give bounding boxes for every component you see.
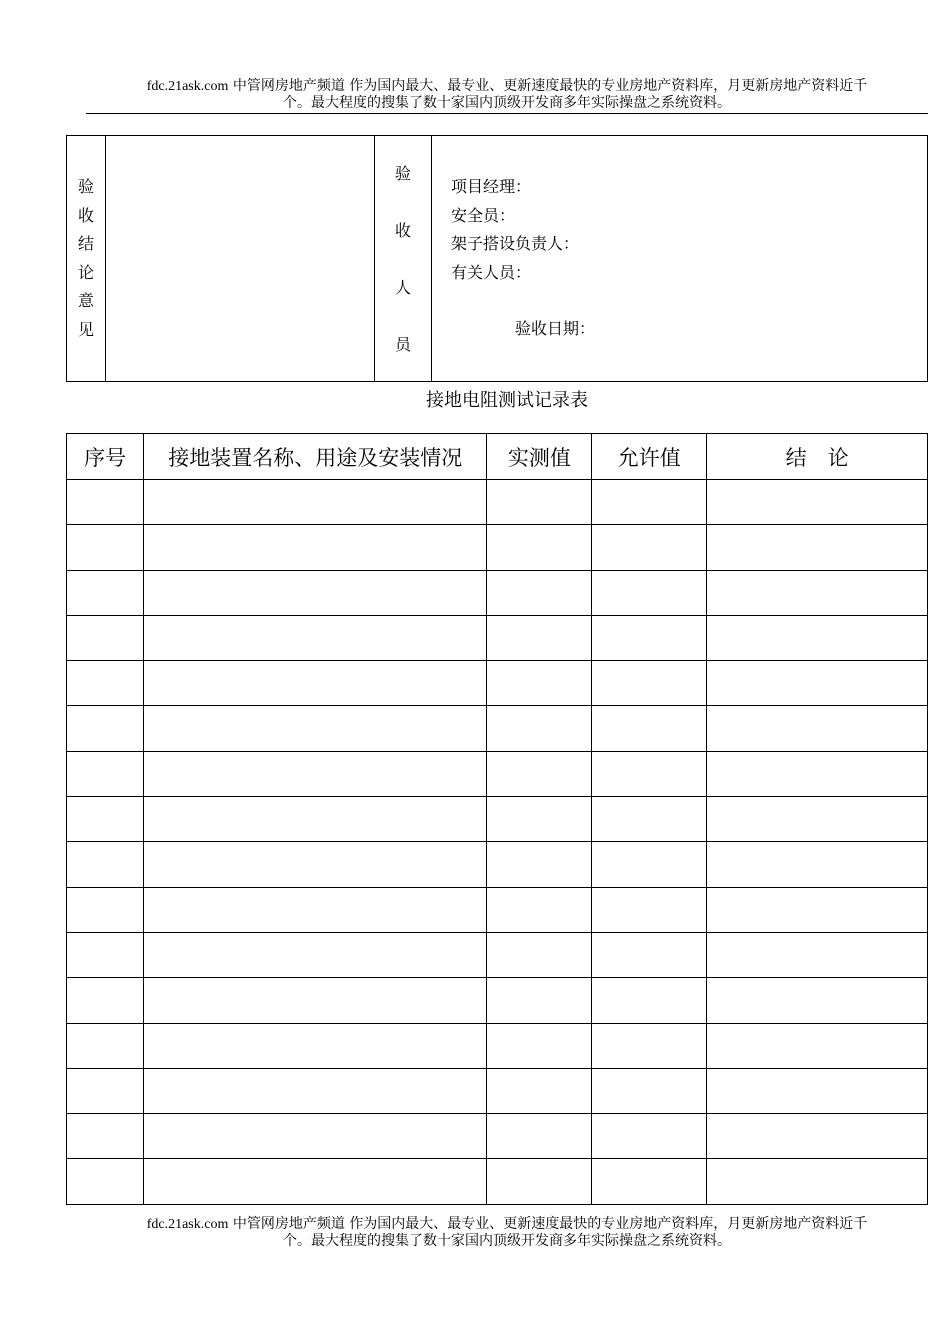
grounding-resistance-table (66, 433, 928, 1205)
col-header-index: 序号 (67, 434, 144, 480)
table-row (67, 1159, 928, 1204)
cell-measured[interactable] (487, 525, 592, 570)
cell-index[interactable] (67, 797, 144, 842)
header-banner (86, 78, 928, 112)
cell-index[interactable] (67, 887, 144, 932)
cell-measured[interactable] (487, 797, 592, 842)
cell-index[interactable] (67, 842, 144, 887)
cell-index[interactable] (67, 1159, 144, 1204)
cell-allowed[interactable] (592, 615, 707, 660)
cell-device[interactable] (143, 525, 487, 570)
cell-index[interactable] (67, 751, 144, 796)
cell-conclusion[interactable] (707, 842, 928, 887)
cell-conclusion[interactable] (707, 797, 928, 842)
table-row (67, 1114, 928, 1159)
cell-conclusion[interactable] (707, 887, 928, 932)
cell-device[interactable] (143, 1068, 487, 1113)
col-header-device: 接地装置名称、用途及安装情况 (143, 434, 487, 480)
header-rule (86, 113, 928, 114)
table-row (67, 525, 928, 570)
cell-conclusion[interactable] (707, 932, 928, 977)
cell-measured[interactable] (487, 1114, 592, 1159)
cell-allowed[interactable] (592, 1068, 707, 1113)
personnel-label-char: 收 (394, 220, 411, 240)
table-row (67, 480, 928, 525)
cell-conclusion[interactable] (707, 751, 928, 796)
footer-banner (86, 1216, 928, 1250)
cell-index[interactable] (67, 1114, 144, 1159)
cell-allowed[interactable] (592, 1023, 707, 1068)
cell-allowed[interactable] (592, 751, 707, 796)
cell-allowed[interactable] (592, 570, 707, 615)
cell-device[interactable] (143, 751, 487, 796)
cell-measured[interactable] (487, 480, 592, 525)
col-header-conclusion: 结 论 (707, 434, 928, 480)
cell-measured[interactable] (487, 751, 592, 796)
banner-line-1 (86, 1216, 928, 1233)
banner-line-1 (86, 78, 928, 95)
cell-index[interactable] (67, 1023, 144, 1068)
table-row (67, 661, 928, 706)
cell-measured[interactable] (487, 615, 592, 660)
cell-index[interactable] (67, 480, 144, 525)
cell-device[interactable] (143, 661, 487, 706)
cell-measured[interactable] (487, 1159, 592, 1204)
table-body (67, 480, 928, 1205)
cell-device[interactable] (143, 932, 487, 977)
cell-measured[interactable] (487, 661, 592, 706)
cell-device[interactable] (143, 1114, 487, 1159)
table-row (67, 932, 928, 977)
cell-index[interactable] (67, 978, 144, 1023)
banner-line-2: 个。最大程度的搜集了数十家国内顶级开发商多年实际操盘之系统资料。 (283, 1233, 731, 1249)
cell-measured[interactable] (487, 706, 592, 751)
cell-index[interactable] (67, 932, 144, 977)
conclusion-label-char: 论 (77, 262, 94, 282)
cell-allowed[interactable] (592, 932, 707, 977)
cell-conclusion[interactable] (707, 1068, 928, 1113)
signer-safety-officer: 安全员： (451, 205, 516, 225)
cell-index[interactable] (67, 706, 144, 751)
cell-measured[interactable] (487, 887, 592, 932)
table-row (67, 1023, 928, 1068)
table-row (67, 570, 928, 615)
banner-line-2: 个。最大程度的搜集了数十家国内顶级开发商多年实际操盘之系统资料。 (283, 95, 731, 111)
cell-allowed[interactable] (592, 887, 707, 932)
cell-allowed[interactable] (592, 978, 707, 1023)
cell-device[interactable] (143, 480, 487, 525)
cell-device[interactable] (143, 1159, 487, 1204)
cell-conclusion[interactable] (707, 978, 928, 1023)
cell-conclusion[interactable] (707, 1114, 928, 1159)
conclusion-label-char: 结 (77, 234, 94, 253)
table-row (67, 978, 928, 1023)
table-row (67, 842, 928, 887)
personnel-label-char: 人 (394, 277, 411, 297)
table-row (67, 615, 928, 660)
cell-index[interactable] (67, 570, 144, 615)
cell-conclusion[interactable] (707, 706, 928, 751)
cell-device[interactable] (143, 842, 487, 887)
cell-measured[interactable] (487, 932, 592, 977)
cell-device[interactable] (143, 797, 487, 842)
cell-allowed[interactable] (592, 480, 707, 525)
conclusion-field[interactable] (106, 136, 375, 382)
acceptance-table (66, 135, 928, 382)
banner-site: fdc.21ask.com (146, 1217, 229, 1232)
cell-device[interactable] (143, 887, 487, 932)
cell-measured[interactable] (487, 978, 592, 1023)
table-row (67, 751, 928, 796)
personnel-label-char: 验 (394, 163, 411, 183)
cell-index[interactable] (67, 1068, 144, 1113)
cell-allowed[interactable] (592, 797, 707, 842)
cell-allowed[interactable] (592, 1114, 707, 1159)
cell-index[interactable] (67, 615, 144, 660)
acceptance-date-label: 验收日期： (515, 319, 596, 339)
table-row (67, 1068, 928, 1113)
cell-conclusion[interactable] (707, 1023, 928, 1068)
col-header-measured: 实测值 (487, 434, 592, 480)
conclusion-label (67, 136, 106, 382)
signer-related-staff: 有关人员： (451, 262, 532, 282)
cell-allowed[interactable] (592, 706, 707, 751)
cell-device[interactable] (143, 1023, 487, 1068)
banner-site: fdc.21ask.com (146, 79, 229, 94)
conclusion-label-char: 意 (77, 291, 94, 310)
cell-conclusion[interactable] (707, 570, 928, 615)
cell-index[interactable] (67, 661, 144, 706)
table-row (67, 706, 928, 751)
cell-measured[interactable] (487, 842, 592, 887)
cell-device[interactable] (143, 706, 487, 751)
cell-index[interactable] (67, 525, 144, 570)
table-row (67, 797, 928, 842)
signer-project-manager: 项目经理： (451, 177, 532, 197)
banner-text: 中管网房地产频道 作为国内最大、最专业、更新速度最快的专业房地产资料库，月更新房地产资料近千 (228, 78, 868, 94)
table-header-row (67, 434, 928, 480)
cell-conclusion[interactable] (707, 615, 928, 660)
cell-conclusion[interactable] (707, 1159, 928, 1204)
cell-device[interactable] (143, 615, 487, 660)
cell-allowed[interactable] (592, 842, 707, 887)
record-table-title: 接地电阻测试记录表 (426, 390, 588, 411)
banner-text: 中管网房地产频道 作为国内最大、最专业、更新速度最快的专业房地产资料库，月更新房地产资料近千 (228, 1216, 868, 1232)
table-row (67, 887, 928, 932)
conclusion-label-char: 收 (77, 205, 94, 225)
cell-conclusion[interactable] (707, 480, 928, 525)
conclusion-label-char: 见 (77, 319, 94, 339)
conclusion-label-char: 验 (77, 177, 94, 196)
cell-measured[interactable] (487, 1023, 592, 1068)
cell-device[interactable] (143, 978, 487, 1023)
col-header-allowed: 允许值 (592, 434, 707, 480)
cell-conclusion[interactable] (707, 661, 928, 706)
cell-device[interactable] (143, 570, 487, 615)
signers-field[interactable] (432, 136, 928, 382)
cell-allowed[interactable] (592, 525, 707, 570)
signer-scaffold-lead: 架子搭设负责人： (451, 234, 580, 254)
cell-allowed[interactable] (592, 1159, 707, 1204)
cell-allowed[interactable] (592, 661, 707, 706)
personnel-label-char: 员 (394, 334, 411, 354)
personnel-label (375, 136, 432, 382)
cell-conclusion[interactable] (707, 525, 928, 570)
cell-measured[interactable] (487, 570, 592, 615)
cell-measured[interactable] (487, 1068, 592, 1113)
